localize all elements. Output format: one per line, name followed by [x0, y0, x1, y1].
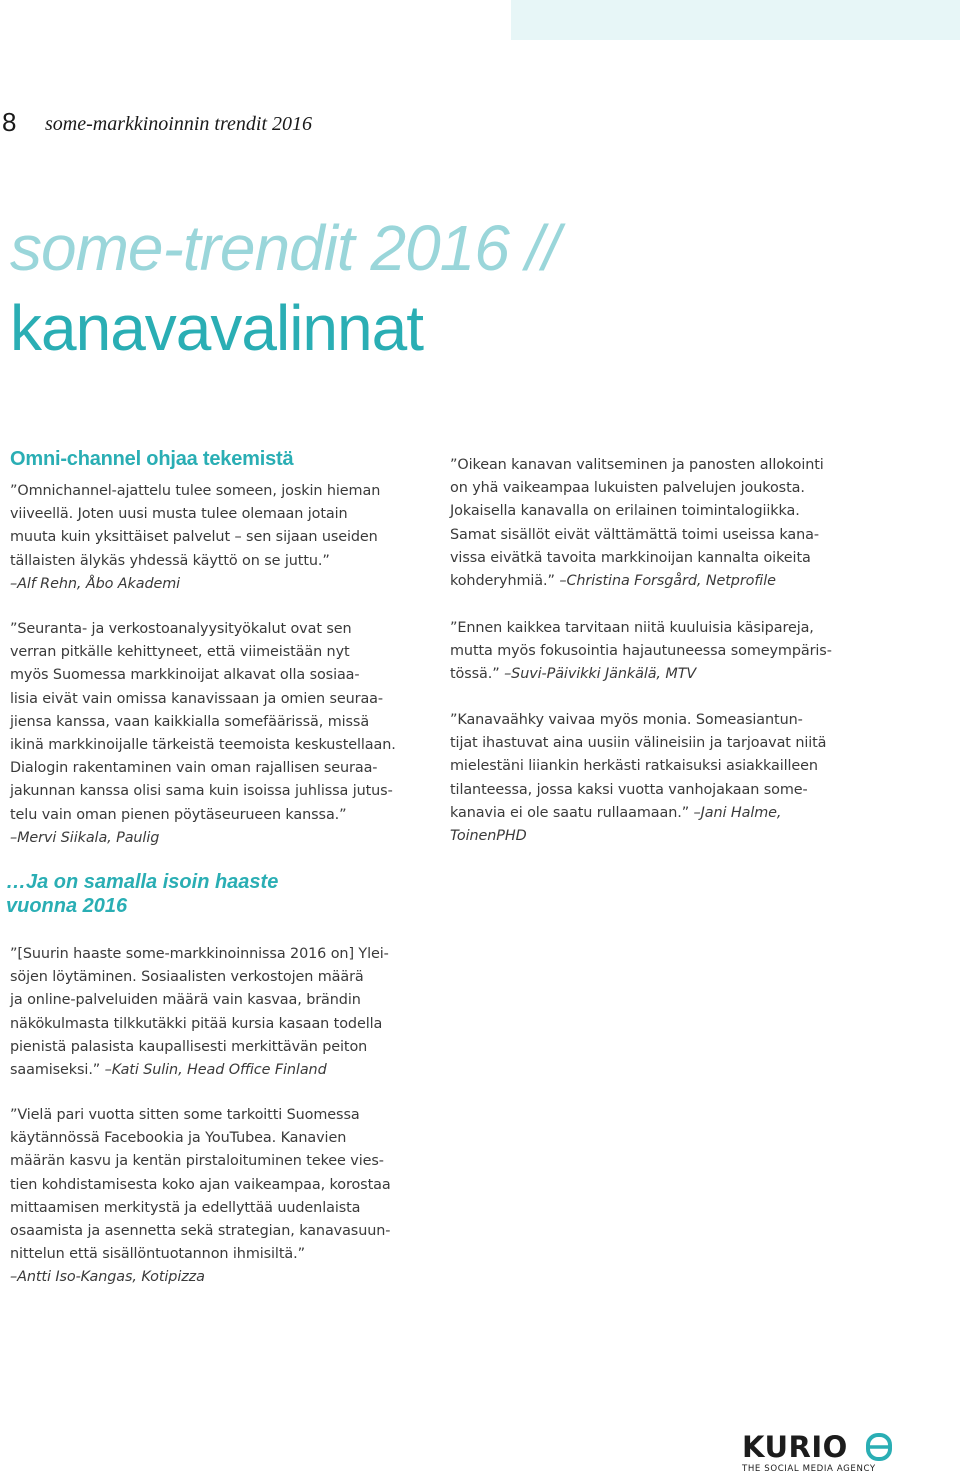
quote-line: osaamista ja asennetta sekä strategian, kanavasuun-	[10, 1223, 391, 1240]
quote-line-with-attribution	[450, 570, 824, 593]
logo-eight-icon	[866, 1433, 892, 1461]
quote-line: ikinä markkinoijalle tärkeistä teemoista keskustellaan.	[10, 737, 396, 754]
quote-line: ”Kanavaähky vaivaa myös monia. Someasiantun-	[450, 712, 803, 728]
quote-line-with-attribution	[10, 1059, 389, 1082]
quote-line-with-attribution	[450, 802, 826, 825]
kurio-logo	[742, 1430, 892, 1474]
quote-line: mutta myös fokusointia hajautuneessa someympäris-	[450, 643, 832, 660]
section-heading-challenge-line2: vuonna 2016	[6, 895, 128, 917]
page-title-line2: kanavavalinnat	[10, 292, 423, 364]
corner-decoration	[511, 0, 960, 40]
page-title-line1: some-trendit 2016 //	[10, 212, 560, 284]
quote-line: vissa eivätkä tavoita markkinoijan kannalta oikeita	[450, 549, 811, 566]
quote-attribution: –Antti Iso-Kangas, Kotipizza	[10, 1269, 205, 1286]
quote-line: mielestäni liiankin herkästi ratkaisuksi asiakkailleen	[450, 758, 818, 775]
quote-mervi-siikala	[10, 618, 396, 850]
quote-line: saamiseksi.”	[10, 1062, 101, 1079]
quote-line: tällaisten älykäs yhdessä käyttö on se juttu.”	[10, 552, 330, 569]
page-number: 8	[2, 107, 17, 137]
quote-attribution: –Alf Rehn, Åbo Akademi	[10, 575, 181, 592]
logo-tagline: THE SOCIAL MEDIA AGENCY	[742, 1464, 876, 1474]
quote-line: jakunnan kanssa olisi sama kuin isoissa juhlissa jutus-	[10, 783, 393, 800]
quote-line: nittelun että sisällöntuotannon ihmisiltä.”	[10, 1246, 305, 1263]
quote-line: ”Oikean kanavan valitseminen ja panosten allokointi	[450, 457, 824, 473]
section-heading-challenge	[6, 870, 278, 918]
quote-line: verran pitkälle kehittyneet, että viimeistään nyt	[10, 644, 350, 661]
quote-line: tijat ihastuvat aina uusiin välineisiin ja tarjoavat niitä	[450, 735, 827, 752]
quote-line: käytännössä Facebookia ja YouTubea. Kanavien	[10, 1130, 347, 1147]
quote-line-with-attribution	[450, 663, 832, 686]
quote-line: ”Ennen kaikkea tarvitaan niitä kuuluisia käsipareja,	[450, 620, 814, 636]
quote-attribution: –Christina Forsgård, Netprofile	[559, 573, 776, 590]
quote-line: Dialogin rakentaminen vain oman rajallisen seuraa-	[10, 760, 378, 777]
quote-line: ”Omnichannel-ajattelu tulee someen, joskin hieman	[10, 483, 381, 499]
quote-line: näkökulmasta tilkkutäkki pitää kursia kasaan todella	[10, 1015, 383, 1032]
quote-antti-iso-kangas	[10, 1104, 391, 1290]
quote-line: telu vain oman pienen pöytäseurueen kanssa.”	[10, 806, 347, 823]
quote-line: ”Seuranta- ja verkostoanalyysityökalut ovat sen	[10, 621, 352, 637]
quote-line: jiensa kanssa, vaan kaikkialla somefäärissä, missä	[10, 713, 370, 730]
quote-line: myös Suomessa markkinoijat alkavat olla sosiaa-	[10, 667, 360, 684]
quote-attribution: ToinenPHD	[450, 828, 527, 845]
quote-line: viiveellä. Joten uusi musta tulee olemaan jotain	[10, 506, 348, 523]
quote-line: kanavia ei ole saatu rullaamaan.”	[450, 804, 690, 821]
page-title	[10, 208, 559, 368]
quote-attribution: –Jani Halme,	[693, 804, 782, 821]
quote-line: tien kohdistamisesta koko ajan vaikeampaa, korostaa	[10, 1176, 391, 1193]
quote-line: kohderyhmiä.”	[450, 573, 555, 590]
running-title: some-markkinoinnin trendit 2016	[45, 113, 313, 135]
logo-wordmark: KURIO	[742, 1430, 848, 1464]
quote-line: ja online-palveluiden määrä vain kasvaa, brändin	[10, 992, 361, 1009]
quote-suvi-paivikki-jankala	[450, 617, 832, 687]
section-heading-omnichannel: Omni-channel ohjaa tekemistä	[10, 448, 294, 470]
section-heading-challenge-line1: …Ja on samalla isoin haaste	[6, 871, 279, 893]
quote-line: tilanteessa, jossa kaksi vuotta vanhojakaan some-	[450, 781, 808, 798]
quote-line: määrän kasvu ja kentän pirstaloituminen tekee vies-	[10, 1153, 384, 1170]
quote-line: ”[Suurin haaste some-markkinoinnissa 2016 on] Ylei-	[10, 946, 389, 962]
quote-line: Samat sisällöt eivät välttämättä toimi useissa kana-	[450, 526, 819, 543]
quote-line: muuta kuin yksittäiset palvelut – sen sijaan useiden	[10, 529, 378, 546]
quote-line: on yhä vaikeampaa lukuisten palvelujen joukosta.	[450, 480, 805, 497]
quote-line: tössä.”	[450, 666, 500, 683]
quote-line: ”Vielä pari vuotta sitten some tarkoitti Suomessa	[10, 1107, 360, 1123]
quote-kati-sulin	[10, 943, 389, 1082]
quote-line: lisia eivät vain omissa kanavissaan ja omien seuraa-	[10, 690, 383, 707]
quote-line: pienistä palasista kaupallisesti merkittävän peiton	[10, 1038, 368, 1055]
quote-attribution: –Mervi Siikala, Paulig	[10, 829, 160, 846]
quote-line: Jokaisella kanavalla on erilainen toimintalogiikka.	[450, 503, 800, 520]
quote-line: mittaamisen merkitystä ja edellyttää uudenlaista	[10, 1199, 361, 1216]
quote-christina-forsgard	[450, 454, 824, 593]
quote-attribution: –Suvi-Päivikki Jänkälä, MTV	[504, 666, 697, 683]
quote-alf-rehn	[10, 480, 380, 596]
quote-line: söjen löytäminen. Sosiaalisten verkostojen määrä	[10, 969, 364, 986]
quote-jani-halme	[450, 709, 826, 848]
quote-attribution: –Kati Sulin, Head Office Finland	[104, 1062, 327, 1079]
